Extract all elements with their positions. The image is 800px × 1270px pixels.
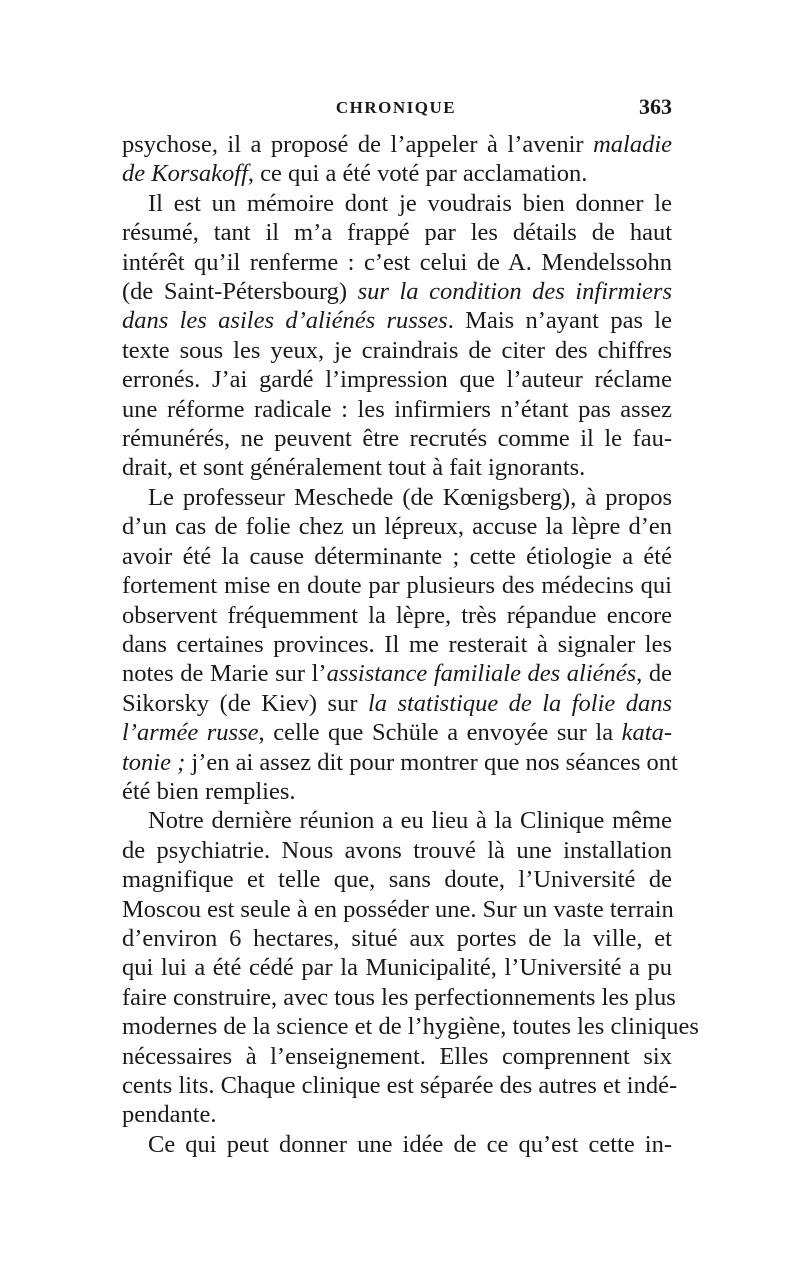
text-line (122, 130, 672, 159)
text-line (122, 1012, 699, 1041)
text-run: qui lui a été cédé par la Municipalité, l’Université a pu (122, 954, 672, 982)
text-run: d’environ 6 hectares, situé aux portes de la ville, et (122, 924, 672, 952)
text-line (122, 1100, 672, 1129)
text-run: rémunérés, ne peuvent être recrutés comme il le fau- (122, 425, 672, 453)
text-run: intérêt qu’il renferme : c’est celui de A. Mendelssohn (122, 248, 672, 276)
text-run: Il est un mémoire dont je voudrais bien donner le (148, 189, 672, 217)
text-line (122, 218, 672, 247)
page-number: 363 (639, 94, 672, 119)
text-run: Sikorsky (de Kiev) sur (122, 689, 368, 717)
text-run: modernes de la science et de l’hygiène, toutes les cliniques (122, 1013, 699, 1041)
running-title: CHRONIQUE (335, 98, 457, 117)
text-run: magnifique et telle que, sans doute, l’Université de (122, 866, 672, 894)
text-line (122, 395, 672, 424)
text-run: faire construire, avec tous les perfectionnements les plus (122, 983, 676, 1011)
text-run: texte sous les yeux, je craindrais de citer des chiffres (122, 336, 672, 364)
text-line (122, 248, 672, 277)
text-line (122, 777, 672, 806)
text-run: , de (636, 660, 672, 688)
italic-text: assistance familiale des aliénés (326, 660, 637, 688)
italic-text: maladie (593, 131, 672, 158)
text-run: , ce qui a été voté par acclamation. (247, 160, 588, 188)
text-line (122, 571, 672, 600)
text-line (122, 748, 678, 777)
text-run: Le professeur Meschede (de Kœnigsberg), à propos (148, 483, 672, 511)
text-line (122, 1130, 672, 1159)
text-run: j’en ai assez dit pour montrer que nos séances ont (185, 748, 678, 776)
text-line (122, 659, 672, 688)
text-line (122, 953, 672, 982)
text-run: dans certaines provinces. Il me resterait à signaler les (122, 630, 672, 658)
text-line (122, 453, 672, 482)
text-run: drait, et sont généralement tout à fait ignorants. (122, 454, 586, 482)
text-run: (de Saint-Pétersbourg) (122, 278, 358, 306)
text-run: Moscou est seule à en posséder une. Sur un vaste terrain (122, 895, 674, 923)
text-line (122, 718, 672, 747)
text-line (122, 336, 672, 365)
page-header (120, 86, 672, 126)
text-run: erronés. J’ai gardé l’impression que l’auteur réclame (122, 366, 672, 394)
text-run: observent fréquemment la lèpre, très répandue encore (122, 601, 672, 629)
text-run: d’un cas de folie chez un lépreux, accuse la lèpre d’en (122, 513, 672, 541)
text-line (122, 189, 672, 218)
text-run: pendante. (122, 1101, 217, 1129)
italic-text: l’armée russe (122, 719, 259, 747)
text-run: avoir été la cause déterminante ; cette étiologie a été (122, 542, 672, 570)
text-line (122, 983, 676, 1012)
text-line (122, 1042, 672, 1071)
text-run: Notre dernière réunion a eu lieu à la Clinique même (148, 807, 672, 835)
text-run: . Mais n’ayant pas le (447, 307, 672, 335)
text-run: notes de Marie sur l’ (122, 660, 327, 688)
text-line (122, 159, 672, 188)
text-line (122, 601, 672, 630)
text-line (122, 806, 672, 835)
text-line (122, 424, 672, 453)
italic-text: la statistique de la folie dans (367, 689, 673, 717)
text-run: fortement mise en doute par plusieurs des médecins qui (122, 572, 672, 600)
text-line (122, 924, 672, 953)
text-run: nécessaires à l’enseignement. Elles comprennent six (122, 1042, 672, 1070)
text-run: cents lits. Chaque clinique est séparée des autres et indé- (122, 1072, 678, 1099)
text-line (122, 542, 672, 571)
italic-text: sur la condition des infirmiers (357, 278, 672, 306)
text-line (122, 1071, 678, 1100)
text-run: une réforme radicale : les infirmiers n’étant pas assez (122, 395, 672, 423)
body-text (122, 130, 699, 1159)
text-line (122, 306, 672, 335)
text-run: été bien remplies. (122, 777, 296, 805)
text-line (122, 483, 672, 512)
text-line (122, 865, 672, 894)
text-line (122, 365, 672, 394)
italic-text: de Korsakoff (122, 160, 248, 188)
text-run: Ce qui peut donner une idée de ce qu’est cette in- (148, 1130, 672, 1158)
text-run: de psychiatrie. Nous avons trouvé là une installation (122, 836, 672, 864)
text-line (122, 630, 672, 659)
text-run: résumé, tant il m’a frappé par les détails de haut (122, 219, 672, 247)
text-line (122, 689, 672, 718)
text-run: psychose, il a proposé de l’appeler à l’avenir (122, 131, 594, 158)
text-run: , celle que Schüle a envoyée sur la (258, 719, 622, 747)
text-line (122, 277, 672, 306)
italic-text: tonie ; (122, 748, 186, 776)
text-line (122, 512, 672, 541)
text-line (122, 895, 672, 924)
italic-text: kata- (621, 719, 672, 747)
italic-text: dans les asiles d’aliénés russes (122, 307, 448, 335)
text-line (122, 836, 672, 865)
